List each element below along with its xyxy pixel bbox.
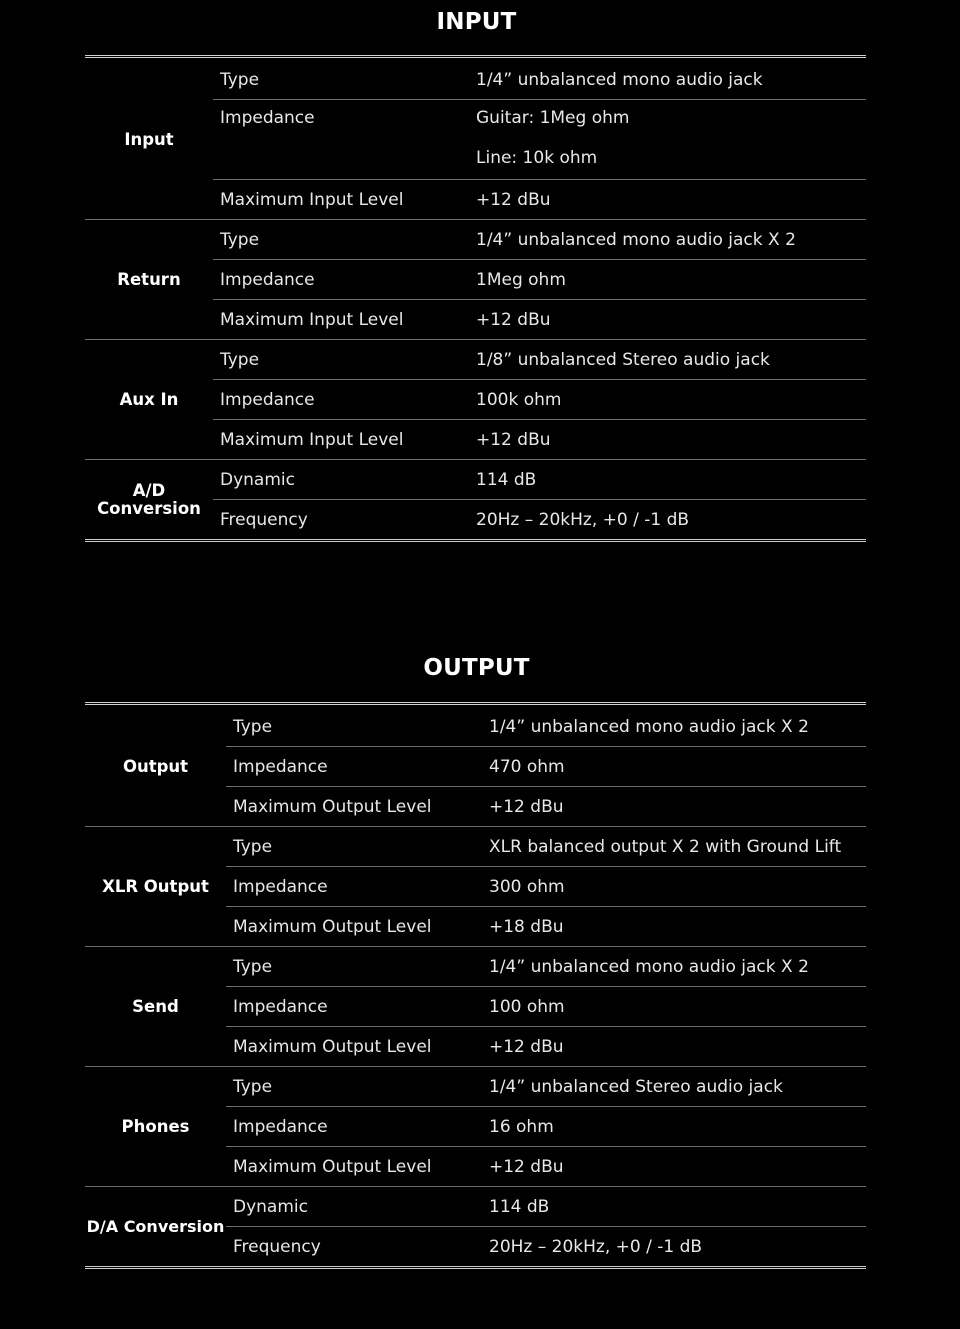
spec-key: Impedance bbox=[233, 996, 328, 1017]
spec-key: Type bbox=[220, 349, 260, 370]
group-label-ad-conversion bbox=[85, 460, 213, 539]
spec-row bbox=[213, 340, 866, 379]
group-label-send bbox=[85, 947, 226, 1066]
group-label-text: Send bbox=[132, 996, 179, 1016]
group-label-text: Return bbox=[117, 269, 181, 289]
spec-value: 1/4” unbalanced Stereo audio jack bbox=[489, 1076, 783, 1097]
spec-row bbox=[213, 179, 866, 219]
spec-row bbox=[226, 1026, 866, 1066]
spec-group-aux-in bbox=[85, 339, 866, 459]
group-label-input bbox=[85, 60, 213, 219]
spec-value: 1Meg ohm bbox=[476, 269, 566, 290]
spec-row bbox=[226, 947, 866, 986]
spec-key: Maximum Input Level bbox=[220, 309, 404, 330]
spec-value: 16 ohm bbox=[489, 1116, 554, 1137]
group-label-text: D/A Conversion bbox=[86, 1216, 225, 1236]
spec-value: +12 dBu bbox=[489, 1036, 564, 1057]
spec-key: Impedance bbox=[233, 756, 328, 777]
spec-row bbox=[213, 220, 866, 259]
spec-value: +12 dBu bbox=[489, 1156, 564, 1177]
spec-value bbox=[476, 100, 866, 178]
spec-key: Type bbox=[233, 716, 273, 737]
spec-key: Impedance bbox=[220, 389, 315, 410]
input-spec-table bbox=[85, 55, 866, 542]
group-label-xlr-output bbox=[85, 827, 226, 946]
spec-key: Maximum Output Level bbox=[233, 1156, 432, 1177]
spec-key: Impedance bbox=[220, 108, 315, 128]
spec-key: Impedance bbox=[233, 1116, 328, 1137]
group-label-text: Conversion bbox=[97, 498, 201, 518]
spec-group-xlr-output bbox=[85, 826, 866, 946]
spec-group-da-conversion bbox=[85, 1186, 866, 1266]
spec-key: Frequency bbox=[233, 1236, 321, 1257]
spec-key: Maximum Output Level bbox=[233, 796, 432, 817]
group-label-text: Aux In bbox=[119, 389, 179, 409]
spec-row bbox=[213, 419, 866, 459]
spec-row bbox=[226, 986, 866, 1026]
spec-key: Type bbox=[220, 229, 260, 250]
spec-key: Type bbox=[233, 1076, 273, 1097]
spec-value: 470 ohm bbox=[489, 756, 565, 777]
spec-group-phones bbox=[85, 1066, 866, 1186]
spec-row bbox=[226, 1106, 866, 1146]
group-label-output bbox=[85, 707, 226, 826]
spec-key: Dynamic bbox=[233, 1196, 308, 1217]
spec-group-ad-conversion bbox=[85, 459, 866, 539]
spec-row bbox=[226, 1187, 866, 1226]
spec-value: 114 dB bbox=[489, 1196, 550, 1217]
group-label-aux-in bbox=[85, 340, 213, 459]
group-label-text: Input bbox=[124, 129, 174, 149]
spec-row bbox=[213, 499, 866, 539]
group-label-text: Output bbox=[122, 756, 189, 776]
output-section-title: OUTPUT bbox=[423, 655, 530, 681]
spec-key: Impedance bbox=[233, 876, 328, 897]
spec-value: XLR balanced output X 2 with Ground Lift bbox=[489, 836, 842, 857]
spec-group-input bbox=[85, 60, 866, 219]
spec-value: +12 dBu bbox=[476, 309, 551, 330]
spec-row bbox=[226, 1146, 866, 1186]
spec-row bbox=[226, 786, 866, 826]
spec-row bbox=[226, 1067, 866, 1106]
spec-group-return bbox=[85, 219, 866, 339]
spec-key: Maximum Output Level bbox=[233, 1036, 432, 1057]
spec-value: 100 ohm bbox=[489, 996, 565, 1017]
spec-row bbox=[226, 866, 866, 906]
spec-row bbox=[226, 906, 866, 946]
spec-row bbox=[213, 99, 866, 179]
group-label-phones bbox=[85, 1067, 226, 1186]
spec-value: 100k ohm bbox=[476, 389, 562, 410]
spec-value: +12 dBu bbox=[489, 796, 564, 817]
spec-key: Dynamic bbox=[220, 469, 295, 490]
spec-key: Maximum Input Level bbox=[220, 189, 404, 210]
spec-value-line: Line: 10k ohm bbox=[476, 148, 598, 168]
spec-value: 1/4” unbalanced mono audio jack X 2 bbox=[489, 716, 809, 737]
group-label-text: XLR Output bbox=[102, 876, 209, 896]
spec-key: Type bbox=[220, 69, 260, 90]
spec-value: +18 dBu bbox=[489, 916, 564, 937]
spec-value: 1/4” unbalanced mono audio jack X 2 bbox=[476, 229, 796, 250]
spec-key: Frequency bbox=[220, 509, 308, 530]
group-label-text: Phones bbox=[121, 1116, 190, 1136]
spec-value: 114 dB bbox=[476, 469, 537, 490]
spec-key: Maximum Input Level bbox=[220, 429, 404, 450]
spec-key: Maximum Output Level bbox=[233, 916, 432, 937]
input-section-title: INPUT bbox=[436, 9, 517, 35]
spec-value: 1/4” unbalanced mono audio jack X 2 bbox=[489, 956, 809, 977]
spec-value: 300 ohm bbox=[489, 876, 565, 897]
output-spec-table bbox=[85, 702, 866, 1269]
spec-row bbox=[226, 827, 866, 866]
spec-value: 20Hz – 20kHz, +0 / -1 dB bbox=[489, 1236, 703, 1257]
spec-row bbox=[213, 299, 866, 339]
spec-value: +12 dBu bbox=[476, 429, 551, 450]
spec-key: Type bbox=[233, 836, 273, 857]
spec-value-line: Guitar: 1Meg ohm bbox=[476, 108, 630, 128]
spec-row bbox=[226, 746, 866, 786]
spec-row bbox=[213, 259, 866, 299]
spec-value: 20Hz – 20kHz, +0 / -1 dB bbox=[476, 509, 690, 530]
spec-key: Impedance bbox=[220, 269, 315, 290]
spec-value: +12 dBu bbox=[476, 189, 551, 210]
group-label-da-conversion bbox=[85, 1187, 226, 1266]
group-label-return bbox=[85, 220, 213, 339]
spec-row bbox=[226, 1226, 866, 1266]
spec-group-output bbox=[85, 707, 866, 826]
spec-value: 1/4” unbalanced mono audio jack bbox=[476, 69, 763, 90]
spec-row bbox=[226, 707, 866, 746]
spec-value: 1/8” unbalanced Stereo audio jack bbox=[476, 349, 770, 370]
spec-group-send bbox=[85, 946, 866, 1066]
group-label-text: A/D bbox=[132, 480, 166, 500]
spec-row bbox=[213, 379, 866, 419]
spec-key: Type bbox=[233, 956, 273, 977]
spec-row bbox=[213, 460, 866, 499]
spec-row bbox=[213, 60, 866, 99]
